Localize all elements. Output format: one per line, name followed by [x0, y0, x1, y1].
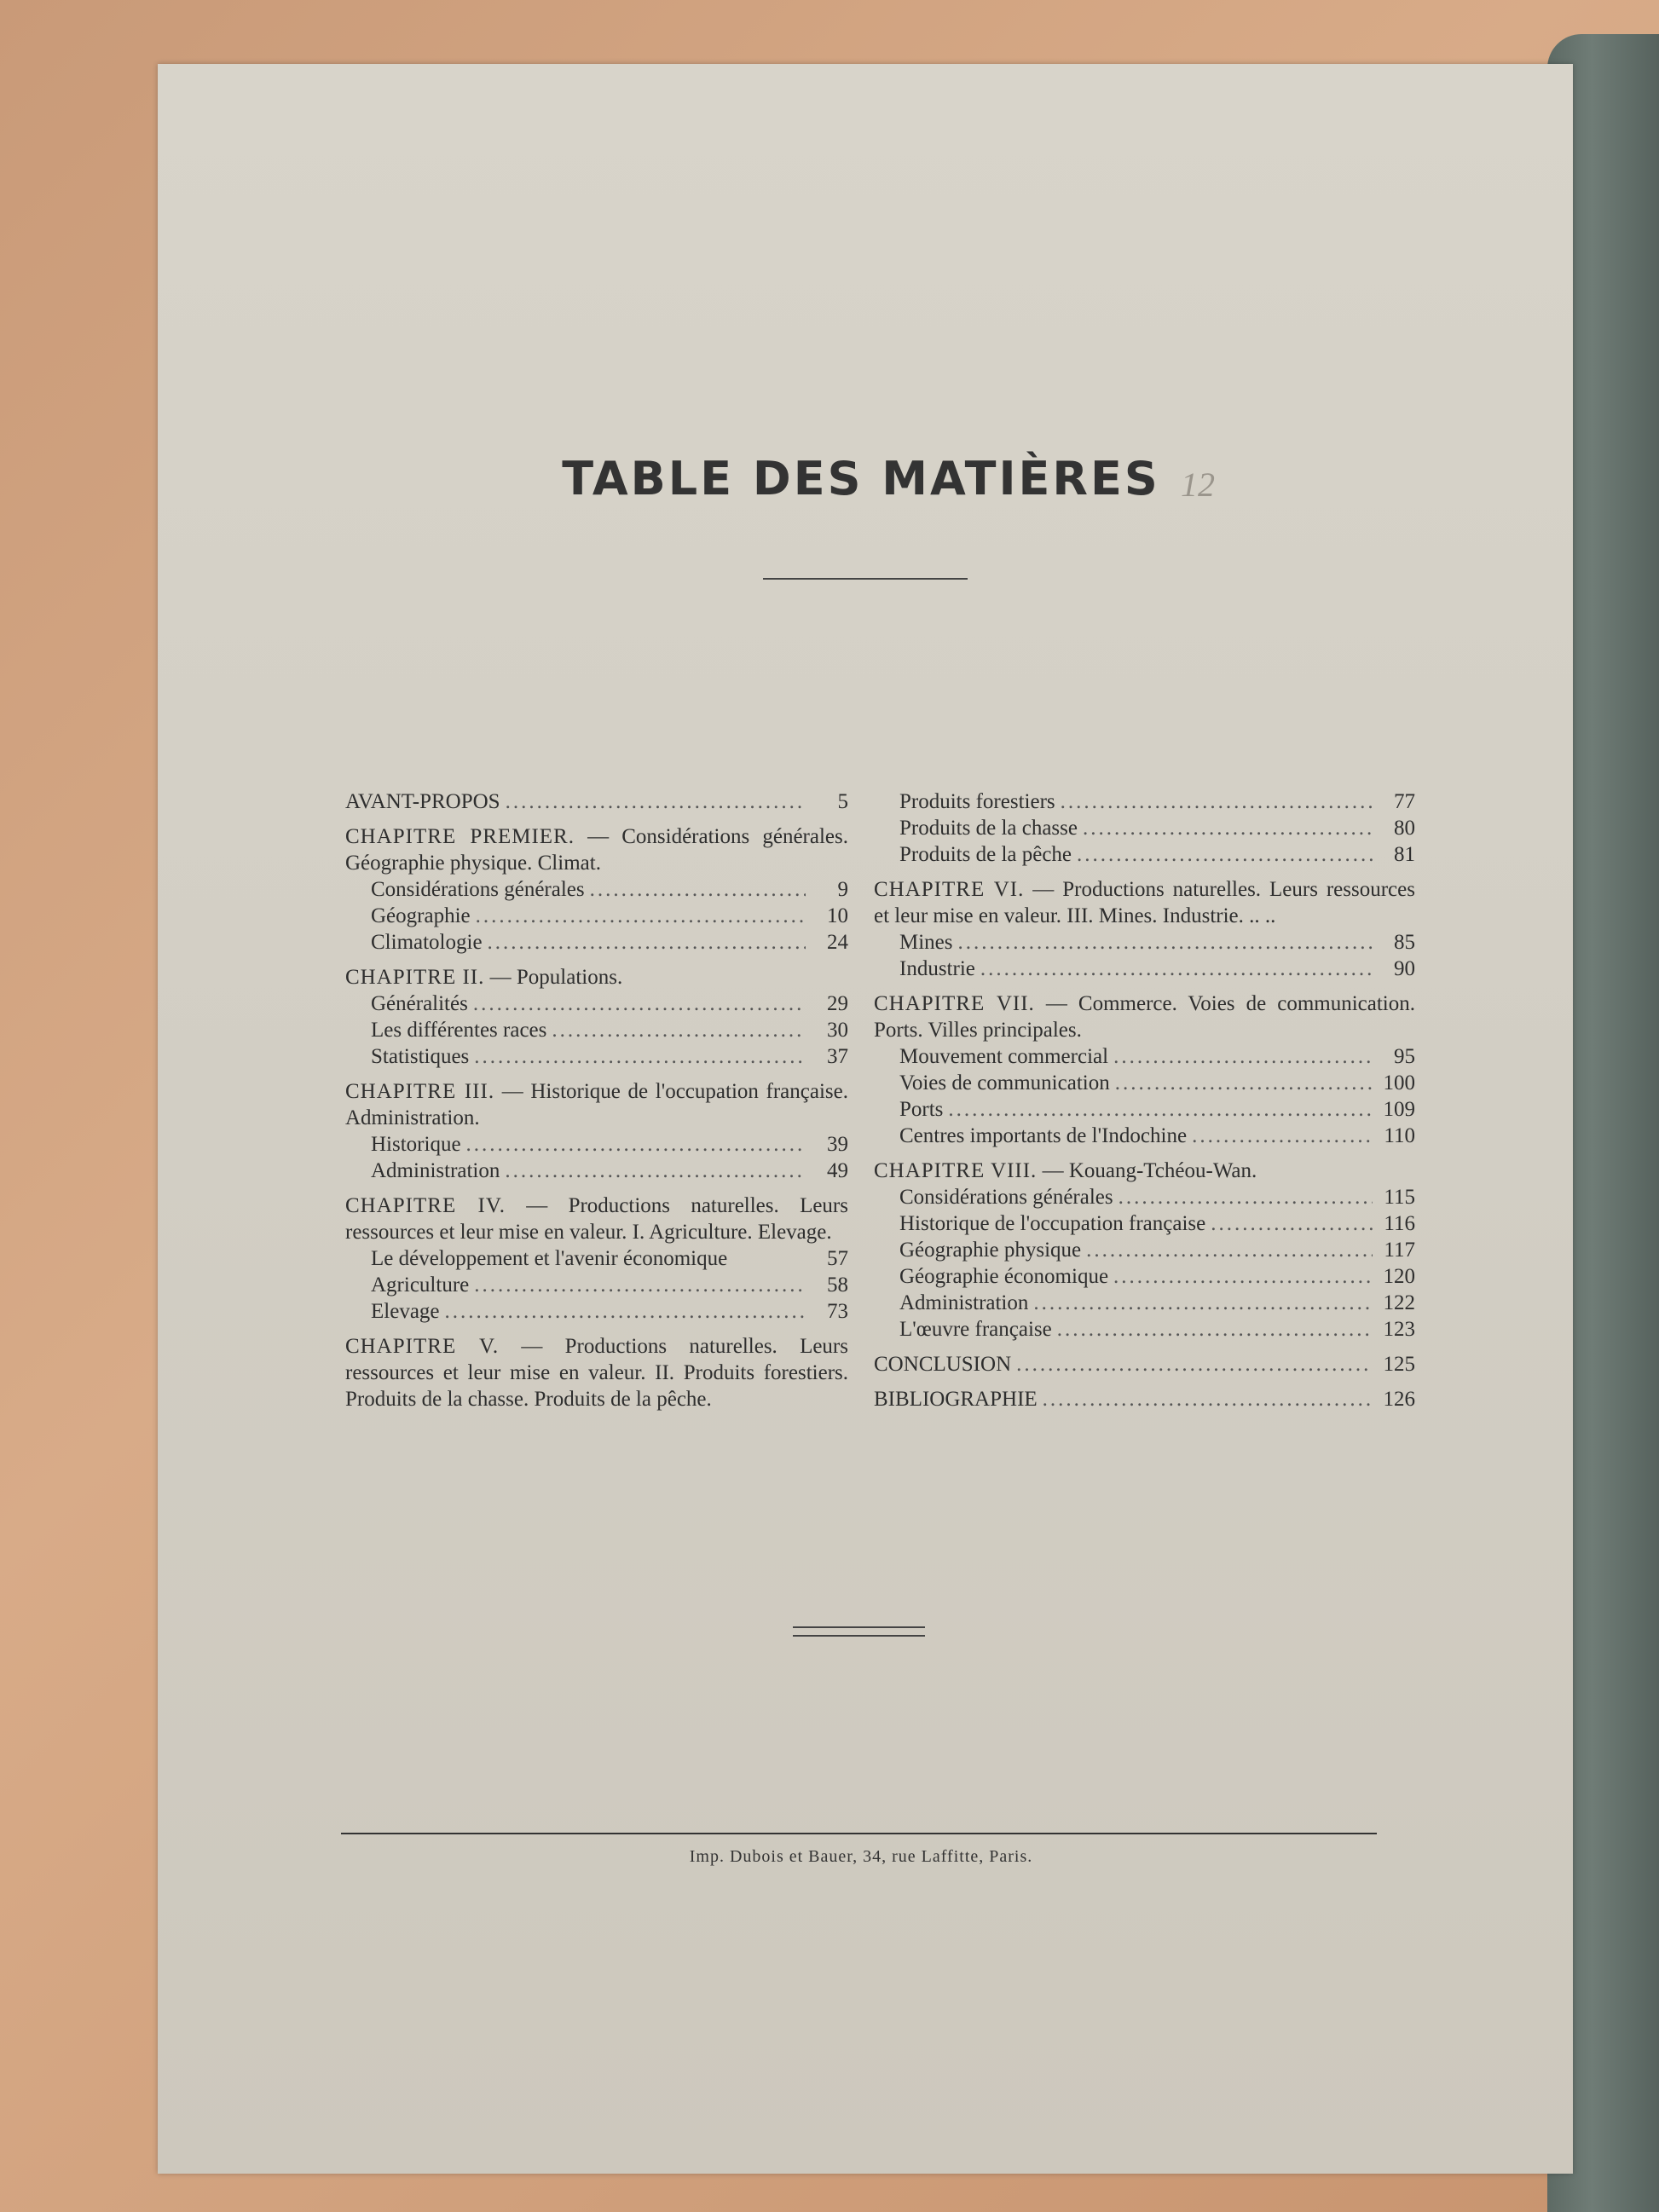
toc-page-number: 80: [1394, 817, 1415, 840]
toc-entry-label: Climatologie: [371, 931, 483, 954]
toc-entry-label: Agriculture: [371, 1273, 470, 1297]
toc-chapter-heading: [345, 823, 848, 876]
dot-leader: [474, 1272, 806, 1298]
dot-leader: [473, 990, 806, 1017]
toc-entry-label: L'œuvre française: [899, 1318, 1052, 1341]
toc-page-number: 90: [1394, 957, 1415, 980]
toc-entry-label: Historique: [371, 1133, 461, 1156]
toc-entry-label: BIBLIOGRAPHIE: [874, 1388, 1038, 1411]
toc-entry-label: Ports: [899, 1098, 944, 1121]
dot-leader: [1033, 1290, 1373, 1316]
toc-entry: [874, 841, 1415, 868]
dot-leader: [1115, 1070, 1373, 1096]
chapter-number: CHAPITRE VI.: [874, 878, 1025, 901]
chapter-number: CHAPITRE V.: [345, 1335, 500, 1358]
toc-page-number: 123: [1383, 1318, 1415, 1341]
page: [158, 64, 1573, 2174]
toc-page-number: 77: [1394, 790, 1415, 813]
dot-leader: [1113, 1263, 1373, 1290]
toc-entry: [345, 1131, 848, 1158]
dot-leader: [1083, 815, 1373, 841]
toc-left-column: [345, 788, 848, 1412]
toc-entry-label: Voies de communication: [899, 1071, 1110, 1094]
toc-entry-label: Les différentes races: [371, 1019, 547, 1042]
toc-entry: [874, 1263, 1415, 1290]
toc-entry: [345, 990, 848, 1017]
dot-leader: [1077, 841, 1373, 868]
dot-leader: [1057, 1316, 1373, 1343]
toc-page-number: 120: [1383, 1265, 1415, 1288]
toc-entry-label: AVANT-PROPOS: [345, 790, 500, 813]
toc-page-number: 100: [1383, 1071, 1415, 1094]
chapter-title: — Historique de l'occupation française. Administration.: [345, 1080, 848, 1129]
toc-chapter-heading: [874, 876, 1415, 929]
dot-leader: [1192, 1123, 1373, 1149]
toc-entry-label: Le développement et l'avenir économique: [371, 1247, 728, 1270]
dot-leader: [590, 876, 806, 903]
toc-entry: [345, 1158, 848, 1184]
toc-chapter-heading: [874, 1158, 1415, 1184]
toc-entry: [345, 1017, 848, 1043]
toc-entry-label: Produits forestiers: [899, 790, 1055, 813]
dot-leader: [980, 956, 1373, 982]
toc-chapter-heading: [345, 964, 848, 990]
chapter-number: CHAPITRE VII.: [874, 992, 1035, 1015]
toc-page-number: 116: [1384, 1212, 1415, 1235]
chapter-number: CHAPITRE VIII.: [874, 1159, 1038, 1182]
toc-entry-label: Centres importants de l'Indochine: [899, 1124, 1188, 1147]
toc-entry: [345, 1043, 848, 1070]
toc-entry-label: Produits de la pêche: [899, 843, 1072, 866]
toc-entry: [874, 1237, 1415, 1263]
toc-page-number: 126: [1383, 1388, 1415, 1411]
toc-page-number: 30: [827, 1019, 848, 1042]
toc-page-number: 125: [1383, 1353, 1415, 1376]
toc-entry: [874, 956, 1415, 982]
toc-page-number: 39: [827, 1133, 848, 1156]
toc-entry: [874, 929, 1415, 956]
chapter-title: — Productions naturelles. Leurs ressources et leur mise en valeur. II. Produits forestiers. Produits de la chasse. Produits de la pêche.: [345, 1335, 848, 1411]
dot-leader: [1016, 1351, 1373, 1377]
toc-page-number: 73: [827, 1300, 848, 1323]
dot-leader: [488, 929, 806, 956]
toc-entry-label: Considérations générales: [899, 1186, 1113, 1209]
toc-entry-label: Généralités: [371, 992, 468, 1015]
toc-page-number: 49: [827, 1159, 848, 1182]
toc-entry-label: Mines: [899, 931, 953, 954]
toc-entry: [874, 1351, 1415, 1377]
toc-entry-label: Géographie physique: [899, 1239, 1082, 1262]
toc-entry-label: Géographie économique: [899, 1265, 1109, 1288]
toc-page-number: 115: [1384, 1186, 1415, 1209]
toc-entry-label: Historique de l'occupation française: [899, 1212, 1206, 1235]
toc-page-number: 85: [1394, 931, 1415, 954]
toc-entry-label: Statistiques: [371, 1045, 470, 1068]
toc-page-number: 110: [1384, 1124, 1415, 1147]
toc-page-number: 109: [1383, 1098, 1415, 1121]
toc-entry-label: Géographie: [371, 904, 471, 927]
toc-entry: [345, 876, 848, 903]
dot-leader: [1113, 1043, 1373, 1070]
dot-leader: [466, 1131, 806, 1158]
toc-entry: [345, 929, 848, 956]
printer-imprint: Imp. Dubois et Bauer, 34, rue Laffitte, Paris.: [689, 1847, 1033, 1866]
toc-entry-label: Considérations générales: [371, 878, 585, 901]
handwritten-note: 12: [1181, 465, 1215, 504]
dot-leader: [958, 929, 1373, 956]
toc-page-number: 95: [1394, 1045, 1415, 1068]
chapter-number: CHAPITRE II.: [345, 966, 485, 989]
toc-page-number: 9: [837, 878, 848, 901]
toc-entry: [874, 1386, 1415, 1412]
dot-leader: [948, 1096, 1373, 1123]
dot-leader: [476, 903, 806, 929]
toc-entry: [874, 1043, 1415, 1070]
toc-entry: [874, 1070, 1415, 1096]
toc-entry: [345, 788, 848, 815]
double-divider: [793, 1626, 925, 1637]
toc-page-number: 5: [837, 790, 848, 813]
dot-leader: [1061, 788, 1373, 815]
toc-page-number: 58: [827, 1273, 848, 1297]
toc-page-number: 57: [827, 1247, 848, 1270]
toc-page-number: 117: [1384, 1239, 1415, 1262]
chapter-title: — Considérations générales. Géographie physique. Climat.: [345, 825, 848, 875]
dot-leader: [1119, 1184, 1373, 1210]
toc-chapter-heading: [345, 1078, 848, 1131]
dot-leader: [1211, 1210, 1373, 1237]
toc-entry-label: Administration: [899, 1291, 1029, 1314]
dot-leader: [474, 1043, 806, 1070]
chapter-title: — Productions naturelles. Leurs ressources et leur mise en valeur. III. Mines. Industrie. .. ..: [874, 878, 1415, 927]
chapter-title: — Productions naturelles. Leurs ressources et leur mise en valeur. I. Agriculture. Elevage.: [345, 1194, 848, 1244]
toc-chapter-heading: [874, 990, 1415, 1043]
toc-page-number: 81: [1394, 843, 1415, 866]
toc-entry-label: Elevage: [371, 1300, 440, 1323]
toc-entry: [874, 1123, 1415, 1149]
dot-leader: [506, 788, 806, 815]
chapter-number: CHAPITRE PREMIER.: [345, 825, 575, 848]
toc-entry: [345, 903, 848, 929]
toc-entry: [874, 815, 1415, 841]
toc-entry: [874, 1290, 1415, 1316]
toc-entry-label: Produits de la chasse: [899, 817, 1078, 840]
chapter-number: CHAPITRE III.: [345, 1080, 495, 1103]
toc-entry: [345, 1298, 848, 1325]
toc-page-number: 37: [827, 1045, 848, 1068]
footer-divider: [341, 1833, 1377, 1834]
dot-leader: [552, 1017, 806, 1043]
toc-entry: [874, 1316, 1415, 1343]
chapter-title: — Kouang-Tchéou-Wan.: [1037, 1159, 1257, 1182]
dot-leader: [1043, 1386, 1373, 1412]
toc-entry-label: Industrie: [899, 957, 975, 980]
chapter-title: — Populations.: [484, 966, 623, 989]
title-divider: [763, 578, 968, 580]
dot-leader: [505, 1158, 806, 1184]
toc-chapter-heading: [345, 1193, 848, 1245]
toc-page-number: 122: [1383, 1291, 1415, 1314]
toc-entry: [874, 1210, 1415, 1237]
toc-page-number: 10: [827, 904, 848, 927]
page-title: TABLE DES MATIÈRES: [562, 452, 1160, 505]
dot-leader: [1086, 1237, 1373, 1263]
toc-page-number: 24: [827, 931, 848, 954]
dot-leader: [445, 1298, 806, 1325]
toc-chapter-heading: [345, 1333, 848, 1412]
toc-entry: [874, 1184, 1415, 1210]
toc-entry: [345, 1272, 848, 1298]
chapter-title: — Commerce. Voies de communication. Ports. Villes principales.: [874, 992, 1416, 1042]
toc-entry-label: Mouvement commercial: [899, 1045, 1109, 1068]
chapter-number: CHAPITRE IV.: [345, 1194, 506, 1217]
toc-page-number: 29: [827, 992, 848, 1015]
toc-right-column: [874, 788, 1415, 1412]
toc-entry-label: Administration: [371, 1159, 500, 1182]
toc-entry-label: CONCLUSION: [874, 1353, 1012, 1376]
toc-entry: [345, 1245, 848, 1272]
toc-entry: [874, 1096, 1415, 1123]
toc-entry: [874, 788, 1415, 815]
